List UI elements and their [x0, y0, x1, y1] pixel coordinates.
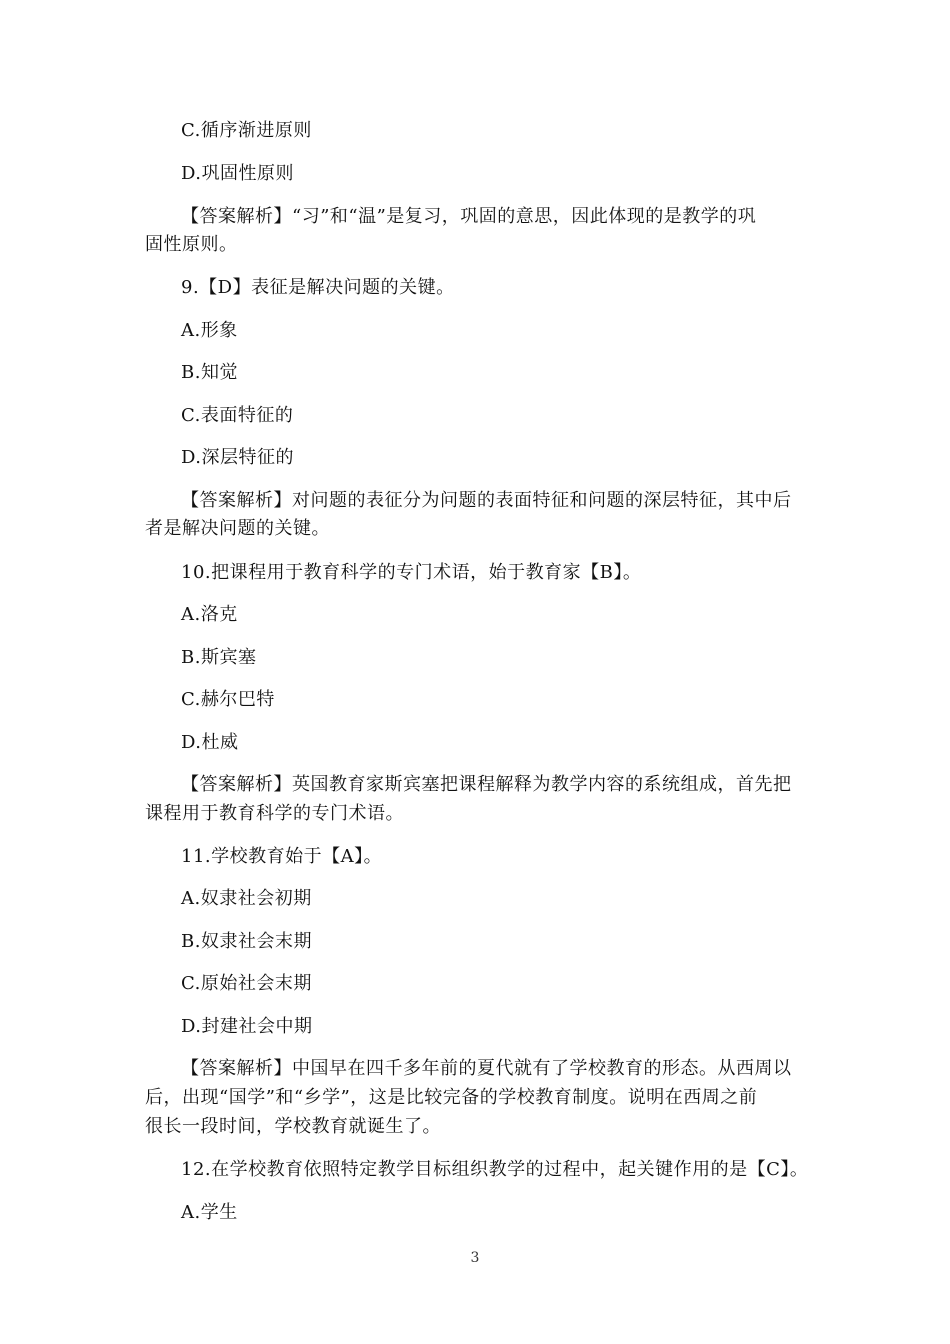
question-text: 9.【D】表征是解决问题的关键。	[181, 277, 455, 298]
answer-explanation: 后，出现“国学”和“乡学”，这是比较完备的学校教育制度。说明在西周之前	[145, 1087, 758, 1108]
option-text: A.奴隶社会初期	[181, 888, 312, 909]
answer-explanation: 【答案解析】对问题的表征分为问题的表面特征和问题的深层特征，其中后	[181, 490, 792, 511]
option-text: D.杜威	[181, 732, 239, 753]
option-text: A.学生	[181, 1202, 238, 1223]
answer-explanation: 者是解决问题的关键。	[145, 518, 330, 539]
answer-explanation: 【答案解析】“习”和“温”是复习，巩固的意思，因此体现的是教学的巩	[181, 206, 757, 227]
option-text: C.赫尔巴特	[181, 689, 275, 710]
answer-explanation: 很长一段时间，学校教育就诞生了。	[145, 1116, 441, 1137]
option-text: B.奴隶社会末期	[181, 931, 312, 952]
option-text: B.知觉	[181, 362, 238, 383]
question-text: 12.在学校教育依照特定教学目标组织教学的过程中，起关键作用的是【C】。	[181, 1159, 809, 1180]
page-number: 3	[470, 1250, 480, 1266]
answer-explanation: 【答案解析】中国早在四千多年前的夏代就有了学校教育的形态。从西周以	[181, 1058, 792, 1079]
option-text: A.形象	[181, 320, 238, 341]
option-text: C.循序渐进原则	[181, 120, 312, 141]
option-text: B.斯宾塞	[181, 647, 257, 668]
option-text: C.表面特征的	[181, 405, 294, 426]
answer-explanation: 课程用于教育科学的专门术语。	[145, 803, 404, 824]
answer-explanation: 【答案解析】英国教育家斯宾塞把课程解释为教学内容的系统组成，首先把	[181, 774, 792, 795]
option-text: D.深层特征的	[181, 447, 295, 468]
option-text: D.封建社会中期	[181, 1016, 313, 1037]
option-text: A.洛克	[181, 604, 238, 625]
option-text: C.原始社会末期	[181, 973, 312, 994]
answer-explanation: 固性原则。	[145, 234, 238, 255]
option-text: D.巩固性原则	[181, 163, 295, 184]
question-text: 10.把课程用于教育科学的专门术语，始于教育家【B】。	[181, 562, 642, 583]
question-text: 11.学校教育始于【A】。	[181, 846, 383, 867]
